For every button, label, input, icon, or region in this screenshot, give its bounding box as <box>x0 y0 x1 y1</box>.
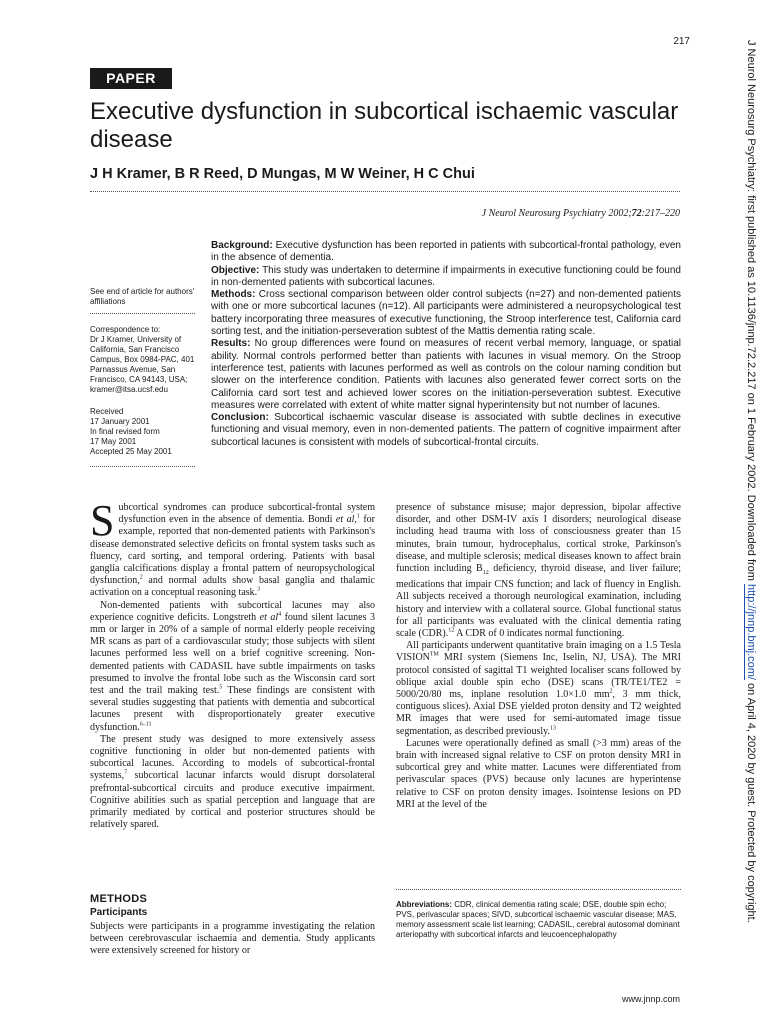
reference-marker: 3 <box>257 587 261 594</box>
abbreviations-footnote <box>396 900 681 940</box>
body-paragraph <box>90 600 375 734</box>
trademark-mark: TM <box>429 652 439 659</box>
affiliations-note: See end of article for authors' affiliations <box>90 287 195 306</box>
text-run: on April 4, 2020 by guest. Protected by copyright. <box>745 680 757 923</box>
text-run: All participants underwent quantitative brain imaging on a 1.5 Tesla VISION <box>396 640 681 664</box>
text-run: found silent lacunes 3 mm or larger in 20% of a sample of normal elderly people receiving MR scans as part of a cardiovascular study; those subjects with silent lacunes performed less well on a brief cognitive screening. Non-demented patients with CADASIL have subtle impairments on tasks presumed to involve the frontal lobe such as the Wisconsin card sort test and the trail making test. <box>90 611 375 697</box>
text-run: et al <box>259 611 279 623</box>
reference-marker: 2 <box>139 574 143 581</box>
text-run: presence of substance misuse; major depression, bipolar affective disorder, and other DSM-IV axis I disorders; neurological disease including head trauma with loss of consciousness greater than 15 minutes, brain tumour, hydrocephalus, cortical stroke, Parkinson's disease, and multiple sclerosis; medical diseases known to affect brain function including B <box>396 502 681 575</box>
footnote-divider <box>396 889 681 890</box>
text-run: MRI system (Siemens Inc, Iselin, NJ, USA). The MRI protocol consisted of sagittal T1 weighted localiser scans followed by oblique axial double spin echo (DSE) scans (TR/TE1/TE2 = 5000/20/80 ms, inplane resolution 1.0×1.0 mm <box>396 652 681 701</box>
reference-marker: 13 <box>550 725 557 732</box>
revised-date: 17 May 2001 <box>90 437 137 446</box>
text-run: The present study was designed to more extensively assess cognitive functioning in older but non-demented patients with subcortical lacunes. According to models of subcortical-frontal systems, <box>90 733 375 782</box>
accepted-date: Accepted 25 May 2001 <box>90 447 172 456</box>
reference-marker: 4 <box>278 611 282 618</box>
abstract <box>211 240 681 449</box>
section-heading-methods: METHODS <box>90 893 148 905</box>
abstract-methods-label: Methods: <box>211 289 256 301</box>
body-paragraph: Subcortical syndromes can produce subcortical-frontal system dysfunction even in the absence of dementia. Bondi et al,$^1$ for example, reported that non-demented patients with Parkinson's disease demonstrated selective deficits on frontal system tasks such as fluency, card sorting, and temporal ordering. Patients with basal ganglia calcifications display a frontal pattern of neuropsychological dysfunction,$^2$ and normal adults show basal ganglia and thalamic activation on a conceptual reasoning task.$^3$ <box>90 496 375 599</box>
revised-label: In final revised form <box>90 427 160 436</box>
journal-citation <box>400 208 680 219</box>
abbreviations-text: CDR, clinical dementia rating scale; DSE, double spin echo; PVS, perivascular spaces; SIVD, subcortical ischaemic vascular disease; MAS, memory assessment scale list learning; CADASIL, cerebral autosomal dominant arteriopathy with subcortical infarcts and leucoencephalopathy <box>396 900 680 939</box>
received-label: Received <box>90 407 124 416</box>
reference-marker: 6–11 <box>139 721 152 728</box>
citation-journal: J Neurol Neurosurg Psychiatry <box>481 208 606 219</box>
abstract-results-label: Results: <box>211 338 251 350</box>
reference-marker: 7 <box>124 770 128 777</box>
abstract-conclusion-label: Conclusion: <box>211 412 269 424</box>
text-run: and normal adults show basal ganglia and thalamic activation on a conceptual reasoning task. <box>90 575 375 599</box>
text-run: Non-demented patients with subcortical lacunes may also experience cognitive deficits. Longstreth <box>90 599 375 623</box>
received-date: 17 January 2001 <box>90 417 150 426</box>
correspondence-address: Dr J Kramer, University of California, San Francisco Campus, Box 0984-PAC, 401 Parnassus Avenue, San Francisco, CA 94143, USA; kramer@itsa.ucsf.edu <box>90 335 195 394</box>
article-type-badge: PAPER <box>90 68 172 89</box>
body-paragraph <box>396 502 681 640</box>
journal-link[interactable]: http://jnnp.bmj.com/ <box>745 584 757 680</box>
subscript: 12 <box>482 570 489 577</box>
text-run: for example, reported that non-demented patients with Parkinson's disease demonstrated selective deficits on frontal system tasks such as fluency, card sorting, and temporal ordering. Patients with basal ganglia calcifications display a frontal pattern of neuropsychological dysfunction, <box>90 514 375 587</box>
abstract-conclusion: Subcortical ischaemic vascular disease is associated with subtle declines in executive functioning and visual memory, even in non-demented patients. The pattern of cognitive impairment after subcortical lacunes is consistent with models of subcortical-frontal circuits. <box>211 412 681 448</box>
abstract-objective: This study was undertaken to determine if impairments in executive functioning could be found in non-demented patients with subcortical lacunes. <box>211 264 681 288</box>
text-run: , 3 mm thick, contiguous slices). Axial DSE yielded proton density and T2 weighted MR images that were used for semi-automated image tissue segmentation, as described previously. <box>396 689 681 737</box>
article-title: Executive dysfunction in subcortical ischaemic vascular disease <box>90 98 679 153</box>
superscript: 2 <box>609 688 613 695</box>
methods-paragraph <box>90 921 375 958</box>
body-paragraph: Lacunes were operationally defined as small (>3 mm) areas of the brain with increased signal relative to CSF on proton density MRI in subcortical grey and white matter. Lacunes were differentiated from perivascular spaces (PVS) because only lacunes are hyperintense relative to CSF on proton density images. Isointense lesions on PD MRI at the level of the <box>396 737 681 810</box>
body-column-right <box>396 502 681 811</box>
text-run: ubcortical syndromes can produce subcortical-frontal system dysfunction even in the absence of dementia. Bondi <box>118 502 375 526</box>
abbreviations-label: Abbreviations: <box>396 900 453 909</box>
citation-pages: :217–220 <box>641 208 680 219</box>
reference-marker: 1 <box>356 513 360 520</box>
abstract-background: Executive dysfunction has been reported in patients with subcortical-frontal pathology, even in the absence of dementia. <box>211 240 681 264</box>
body-column-left <box>90 496 375 831</box>
abstract-results: No group differences were found on measures of recent verbal memory, language, or spatial ability. Normal controls performed better than patients with lacunes in visual memory. On the Stroop interference test, patients with lacunes performed as well as controls on the colour naming condition but slower on the interference condition. Patients with lacunes also generated fewer correct sorts on the California card sort test and achieved lower scores on the initiation-perseveration subtest. Executive measures were correlated with extent of white matter signal hyperintensity but not number of lacunes. <box>211 338 681 411</box>
footer-url: www.jnnp.com <box>621 994 680 1004</box>
sidebar-divider-bottom <box>90 466 195 467</box>
text-run: et al <box>335 514 355 526</box>
page-number: 217 <box>673 36 690 47</box>
citation-year: 2002; <box>608 208 632 219</box>
subsection-heading-participants: Participants <box>90 907 148 918</box>
author-list: J H Kramer, B R Reed, D Mungas, M W Weiner, H C Chui <box>90 166 475 182</box>
citation-volume: 72 <box>631 208 642 219</box>
reference-marker: 5 <box>219 684 223 691</box>
abstract-methods: Cross sectional comparison between older control subjects (n=27) and non-demented patients with one or more subcortical lacunes (n=12). All participants were administered a neuropsychological test battery incorporating three measures of executive functioning, the Stroop interference test, California card sorting test, and the initiation-perseveration subtest of the Mattis dementia rating scale. <box>211 289 682 338</box>
abstract-background-label: Background: <box>211 240 273 251</box>
body-paragraph <box>396 640 681 738</box>
sidebar-divider <box>90 313 195 314</box>
body-paragraph <box>90 734 375 832</box>
download-watermark <box>742 40 760 980</box>
drop-cap: S <box>90 496 115 545</box>
text-run: Subjects were participants in a programme investigating the relation between cerebrovascular ischaemia and dementia. Study applicants were extensively screened for history or <box>90 921 375 957</box>
reference-marker: 12 <box>448 627 455 634</box>
text-run: subcortical lacunar infarcts would disrupt dorsolateral prefrontal-subcortical circuits and produce executive impairment. Cognitive abilities such as spatial perception and language that are primarily mediated by cortical and posterior structures should be relatively spared. <box>90 770 375 831</box>
text-run: deficiency, thyroid disease, and liver failure; medications that impair CNS function; and lack of fluency in English. All subjects received a thorough neurological examination, including history and interview with a collateral source. Global functional status for all participants was evaluated with the clinical dementia rating scale (CDR). <box>396 563 681 640</box>
abstract-objective-label: Objective: <box>211 264 260 276</box>
dates-block <box>90 407 202 457</box>
text-run: These findings are consistent with several studies suggesting that patients with dementia and subcortical lacunes present with disproportionately greater executive dysfunction. <box>90 685 375 733</box>
text-run: J Neurol Neurosurg Psychiatry: first published as 10.1136/jnnp.72.2.217 on 1 February 2002. Downloaded from <box>745 40 757 584</box>
correspondence-label: Correspondence to: <box>90 325 161 334</box>
correspondence-block <box>90 325 202 395</box>
text-run: A CDR of 0 indicates normal functioning. <box>454 628 625 640</box>
header-divider <box>90 191 680 192</box>
